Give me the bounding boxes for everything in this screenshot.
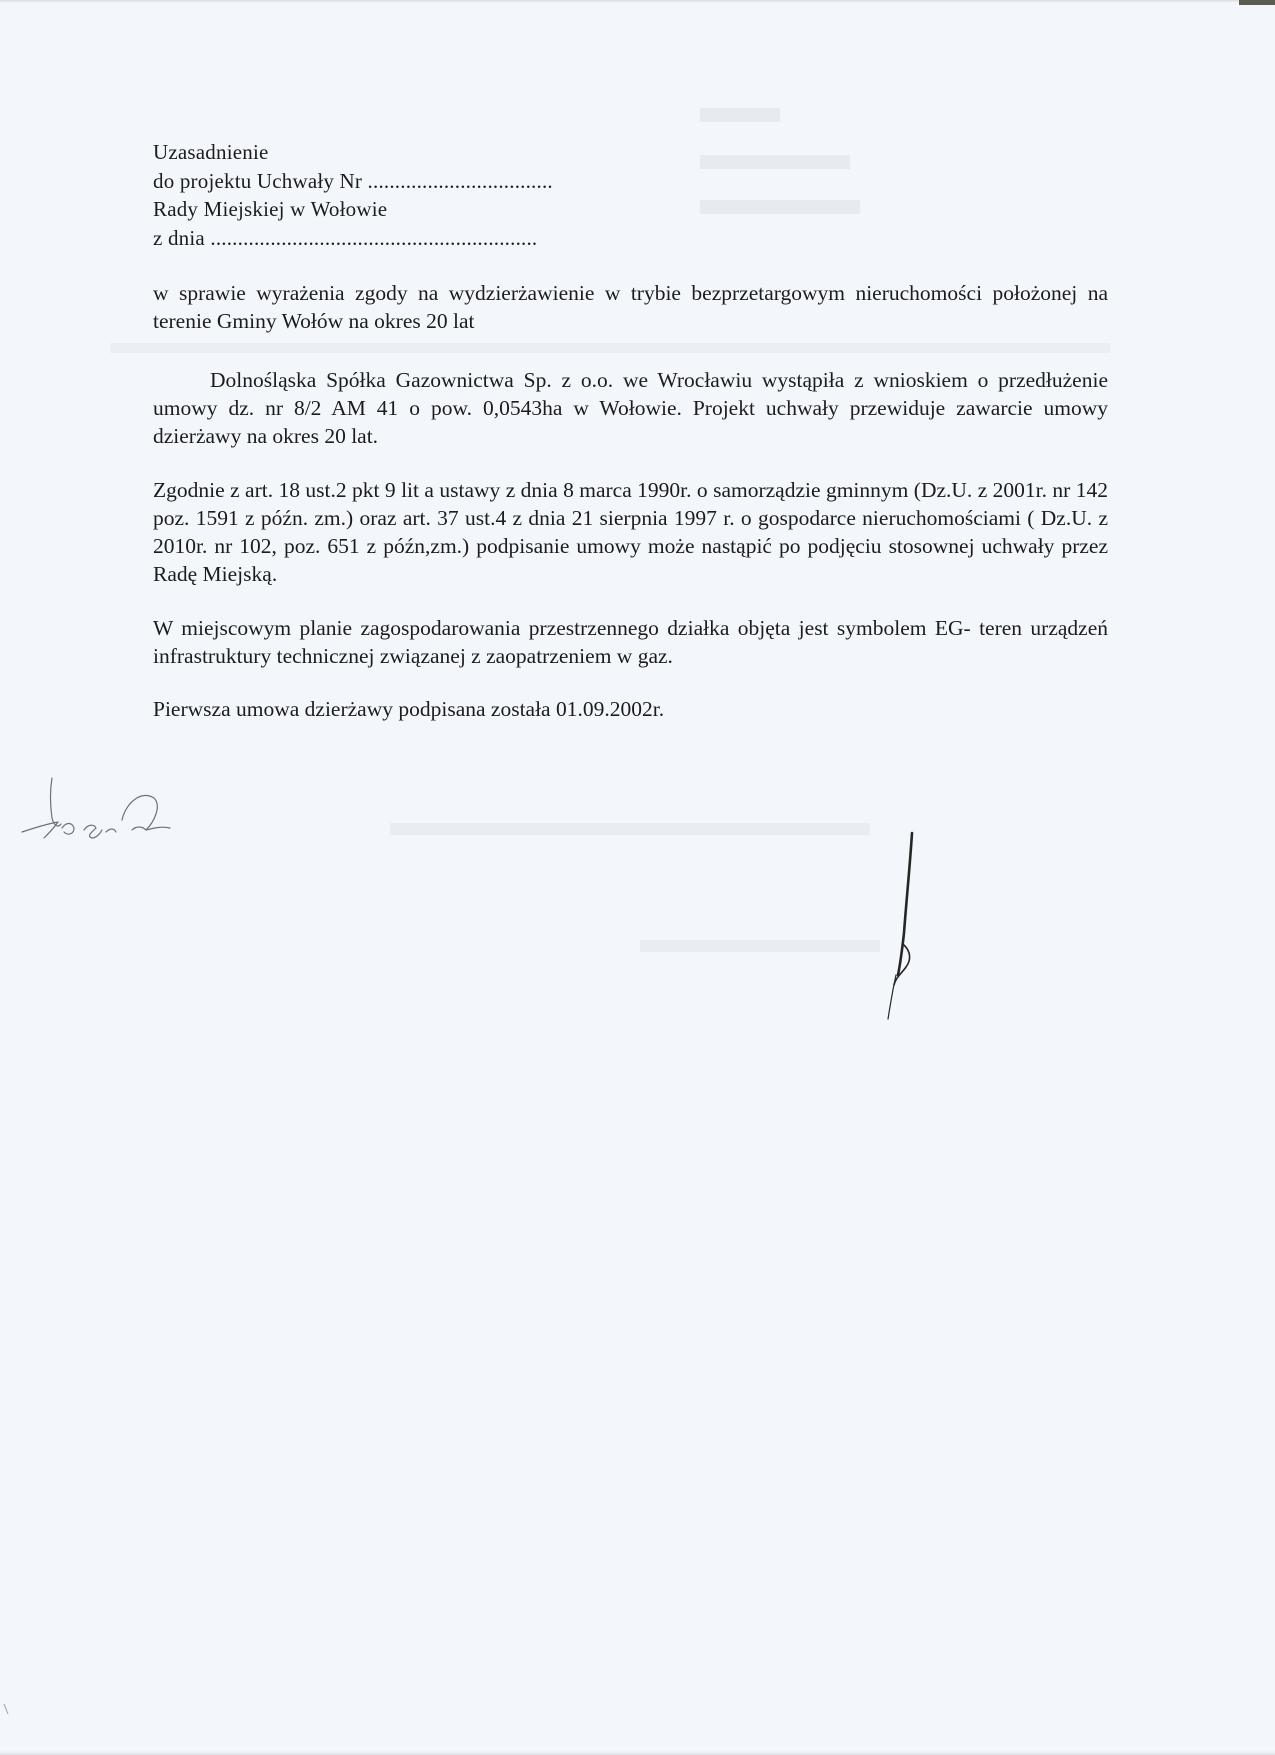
header-council: Rady Miejskiej w Wołowie <box>153 197 388 221</box>
paragraph-first-lease: Pierwsza umowa dzierżawy podpisana została 01.09.2002r. <box>153 697 665 721</box>
header-title: Uzasadnienie <box>153 140 269 164</box>
header-date: z dnia ............................................................ <box>153 225 538 250</box>
bleed-through-shadow <box>390 823 870 835</box>
scan-corner-mark <box>1239 0 1275 5</box>
document-header <box>153 138 1108 252</box>
paragraph-zoning-plan: W miejscowym planie zagospodarowania przestrzennego działka objęta jest symbolem EG- teren urządzeń infrastruktury technicznej związanej z zaopatrzeniem w gaz. <box>153 616 1108 668</box>
scan-artifact-mark <box>0 1700 14 1720</box>
paragraph-legal-basis: Zgodnie z art. 18 ust.2 pkt 9 lit a ustawy z dnia 8 marca 1990r. o samorządzie gminnym (Dz.U. z 2001r. nr 142 poz. 1591 z późn. zm.) oraz art. 37 ust.4 z dnia 21 sierpnia 1997 r. o gospodarce nieruchomościami ( Dz.U. z 2010r. nr 102, poz. 651 z późn,zm.) podpisanie umowy może nastąpić po podjęciu stosownej uchwały przez Radę Miejską. <box>153 478 1108 586</box>
header-resolution-number: do projektu Uchwały Nr .................................. <box>153 168 553 193</box>
bleed-through-shadow <box>640 940 880 952</box>
scan-bottom-edge <box>0 1751 1275 1755</box>
scan-top-edge <box>0 0 1275 3</box>
handwritten-initials <box>14 770 184 852</box>
paragraph-application: Dolnośląska Spółka Gazownictwa Sp. z o.o. we Wrocławiu wystąpiła z wnioskiem o przedłużenie umowy dz. nr 8/2 AM 41 o pow. 0,0543ha w Wołowie. Projekt uchwały przewiduje zawarcie umowy dzierżawy na okres 20 lat. <box>153 368 1108 448</box>
document-subject: w sprawie wyrażenia zgody na wydzierżawienie w trybie bezprzetargowym nieruchomości położonej na terenie Gminy Wołów na okres 20 lat <box>153 281 1108 333</box>
handwritten-signature-stroke <box>860 825 930 1025</box>
bleed-through-shadow <box>700 108 780 122</box>
bleed-through-shadow <box>110 343 1110 353</box>
